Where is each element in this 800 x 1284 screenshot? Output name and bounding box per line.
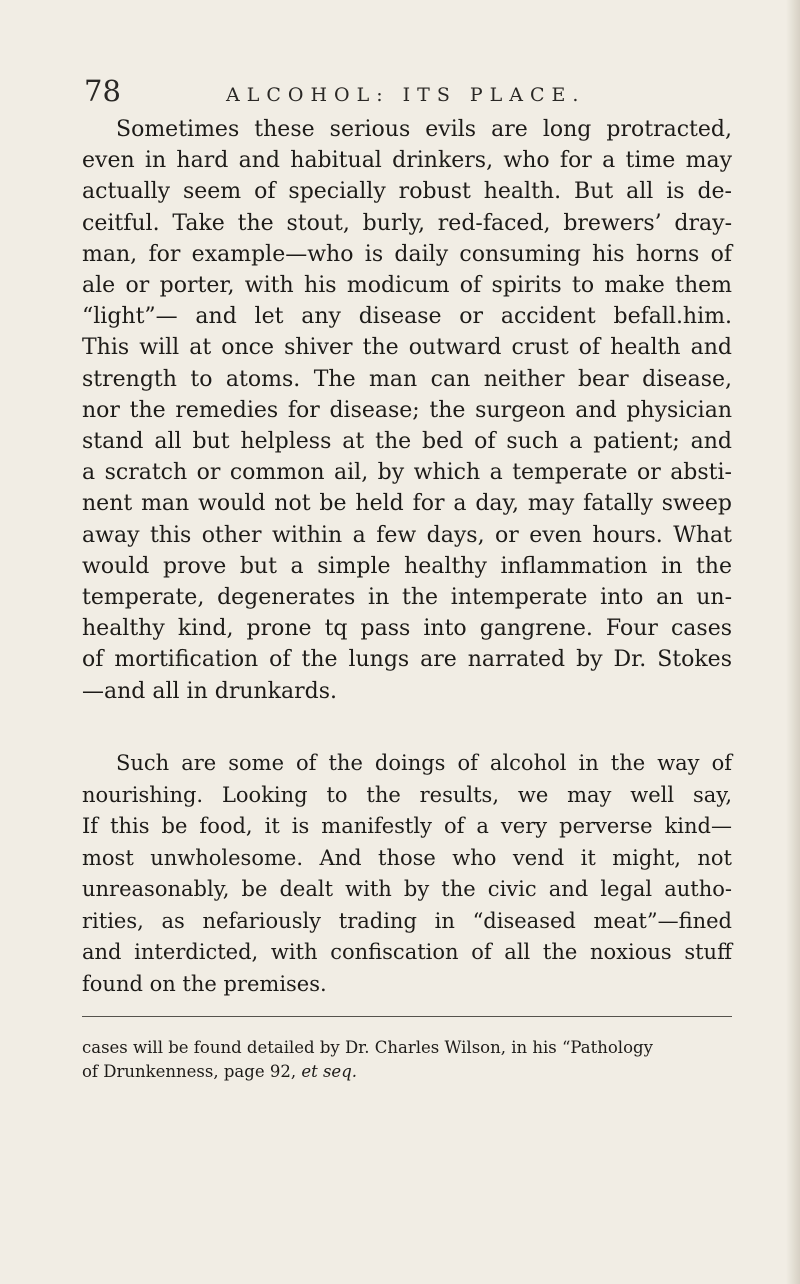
text-line: away this other within a few days, or even hours. What [82,522,732,548]
text-line: found on the premises. [82,971,327,996]
footnote-italic-text: et seq. [301,1062,358,1081]
text-line: nourishing. Looking to the results, we may well say, [82,782,732,807]
page-edge-shadow [786,0,800,1284]
text-line: stand all but helpless at the bed of such a patient; and [82,429,732,455]
text-line: would prove but a simple healthy inflammation in the [82,553,732,579]
footnote-text: of Drunkenness, page 92, [82,1062,302,1081]
page-header [84,74,744,114]
text-line: ceitful. Take the stout, burly, red-faced, brewers’ dray- [82,210,732,236]
text-line: healthy kind, prone tq pass into gangrene. Four cases [82,616,732,642]
footnote-line: cases will be found detailed by Dr. Charles Wilson, in his “Pathology [82,1038,653,1057]
text-line: ale or porter, with his modicum of spirits to make them [82,273,732,299]
text-line: even in hard and habitual drinkers, who for a time may [82,148,732,174]
text-line: nent man would not be held for a day, may fatally sweep [82,491,732,517]
running-title: ALCOHOL: ITS PLACE. [226,84,586,106]
footnote [82,1036,732,1084]
page-number: 78 [84,74,121,108]
paragraph-1 [82,114,732,707]
text-line: temperate, degenerates in the intemperate into an un- [82,585,732,611]
footnote-line [82,1060,732,1084]
text-line: Sometimes these serious evils are long protracted, [116,117,732,142]
text-line: and interdicted, with confiscation of all the noxious stuff [82,940,732,964]
text-line: “light”— and let any disease or accident befall.him. [82,304,732,330]
text-line: most unwholesome. And those who vend it might, not [82,845,732,870]
text-line: unreasonably, be dealt with by the civic and legal autho- [82,877,732,901]
text-line: nor the remedies for disease; the surgeon and physician [82,397,732,423]
text-line: man, for example—who is daily consuming his horns of [82,241,732,267]
footnote-divider [82,1016,732,1017]
text-line: This will at once shiver the outward crust of health and [82,335,732,361]
text-line: If this be food, it is manifestly of a very perverse kind— [82,814,732,838]
paragraph-2 [82,748,732,1000]
text-line: —and all in drunkards. [82,678,338,704]
text-line: strength to atoms. The man can neither bear disease, [82,366,732,392]
text-line: of mortification of the lungs are narrated by Dr. Stokes [82,647,732,673]
text-line: a scratch or common ail, by which a temperate or absti- [82,460,732,486]
text-line: actually seem of specially robust health. But all is de- [82,179,732,205]
text-line: rities, as nefariously trading in “diseased meat”—fined [82,908,732,933]
text-line: Such are some of the doings of alcohol in the way of [116,751,732,775]
